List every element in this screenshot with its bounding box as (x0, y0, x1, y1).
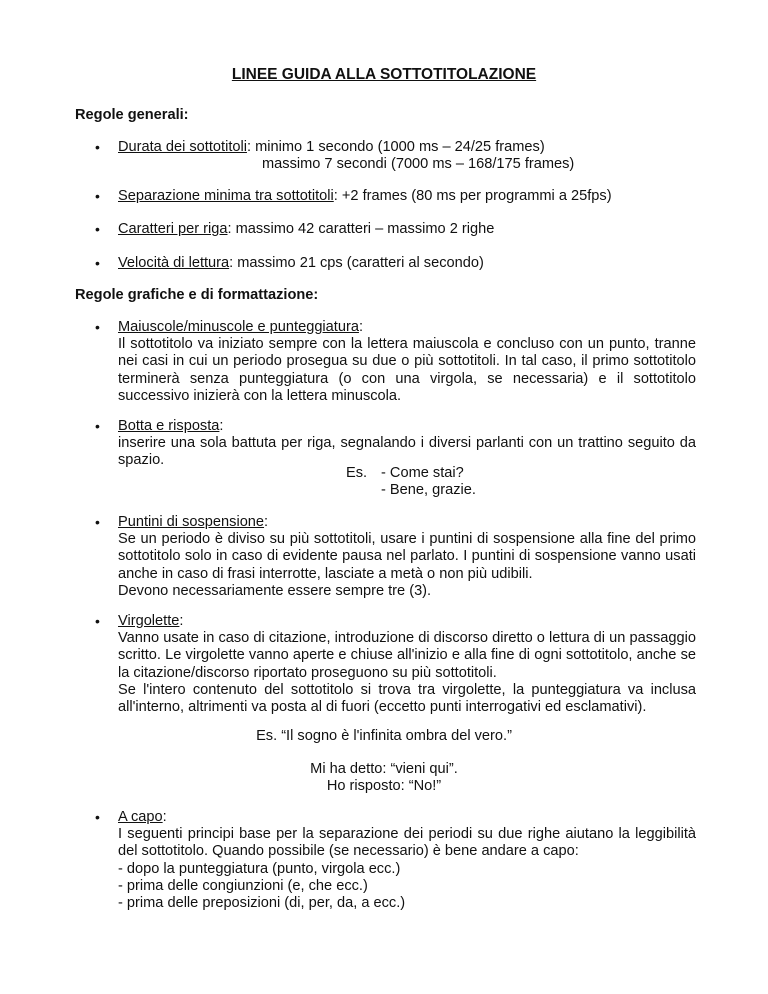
rule-paragraph: Il sottotitolo va iniziato sempre con la lettera maiuscola e concluso con un punto, tranne nei casi in cui un periodo prosegua su due o più sottotitoli. In tal caso, il primo sottotitolo terminerà senza punteggiatura (o con una virgola, se necessaria) e il sottotitolo successivo inizierà con la lettera minuscola. (118, 336, 696, 404)
page-title: LINEE GUIDA ALLA SOTTOTITOLAZIONE (231, 66, 537, 83)
rule-acapo: A capo: I seguenti principi base per la separazione dei periodi su due righe aiutano la leggibilità del sottotitolo. Quando possibile (se necessario) è bene andare a capo: - dopo la punteggiatura (punto, virgola ecc.) - prima delle congiunzioni (e, che ecc.) - prima delle preposizioni (di, per, da, a ecc.) (118, 809, 696, 912)
rule-label: Puntini di sospensione (118, 514, 265, 530)
bullet-icon: • (95, 221, 100, 237)
example-line: Mi ha detto: “vieni qui”. (310, 761, 458, 777)
rule-velocita (118, 255, 696, 272)
bullet-icon: • (95, 809, 100, 825)
bullet-icon: • (95, 418, 100, 434)
example-quote: Es. “Il sogno è l'infinita ombra del vero.” (256, 728, 512, 744)
bullet-icon: • (95, 188, 100, 204)
list-item: - prima delle preposizioni (di, per, da, a ecc.) (118, 895, 406, 912)
rule-label: Velocità di lettura (118, 255, 230, 271)
rule-puntini: Puntini di sospensione: Se un periodo è diviso su più sottotitoli, usare i puntini di sospensione alla fine del primo sottotitolo solo in caso di evidente pausa nel parlato. I puntini di sospensione vanno usati anche in caso di frasi interrotte, lasciate a metà o non più udibili. Devono necessariamente essere sempre tre (3). (118, 514, 696, 599)
rule-paragraph: Devono necessariamente essere sempre tre (3). (118, 582, 432, 599)
example-line: - Bene, grazie. (381, 482, 476, 498)
rule-text: : massimo 42 caratteri – massimo 2 righe (227, 221, 495, 237)
bullet-icon: • (95, 613, 100, 629)
rule-paragraph: Se l'intero contenuto del sottotitolo si trova tra virgolette, la punteggiatura va inclusa all'interno, altrimenti va posta al di fuori (eccetto punti interrogativi ed esclamativi). (118, 681, 696, 716)
bullet-icon: • (95, 139, 100, 155)
rule-virgolette: Virgolette: Vanno usate in caso di citazione, introduzione di discorso diretto o lettura di un passaggio scritto. Le virgolette vanno aperte e chiuse all'inizio e alla fine di ogni sottotitolo, anche se la citazione/discorso riportato proseguono su più sottotitoli. Se l'intero contenuto del sottotitolo si trova tra virgolette, la punteggiatura va inclusa all'interno, altrimenti va posta al di fuori (eccetto punti interrogativi ed esclamativi). (118, 613, 696, 716)
example-line: Ho risposto: “No!” (326, 778, 442, 794)
example-line: - Come stai? (381, 465, 464, 481)
rule-label: Caratteri per riga (118, 221, 228, 237)
list-item: - prima delle congiunzioni (e, che ecc.) (118, 877, 368, 894)
rule-label: Separazione minima tra sottotitoli (118, 188, 334, 204)
rule-maiuscole: Maiuscole/minuscole e punteggiatura: Il sottotitolo va iniziato sempre con la lettera maiuscola e concluso con un punto, tranne nei casi in cui un periodo prosegua su due o più sottotitoli. In tal caso, il primo sottotitolo terminerà senza punteggiatura (o con una virgola, se necessaria) e il sottotitolo successivo inizierà con la lettera minuscola. (118, 319, 696, 404)
rule-botta: Botta e risposta: inserire una sola battuta per riga, segnalando i diversi parlanti con un trattino seguito da spazio. (118, 418, 696, 469)
section-heading-general: Regole generali: (75, 107, 189, 123)
list-item: - dopo la punteggiatura (punto, virgola ecc.) (118, 860, 401, 877)
rule-text-continued: massimo 7 secondi (7000 ms – 168/175 frames) (262, 156, 575, 173)
bullet-icon: • (95, 255, 100, 271)
rule-label: Durata dei sottotitoli (118, 139, 247, 155)
rule-paragraph: inserire una sola battuta per riga, segnalando i diversi parlanti con un trattino seguito da spazio. (118, 435, 696, 469)
rule-paragraph: Se un periodo è diviso su più sottotitoli, usare i puntini di sospensione alla fine del primo sottotitolo solo in caso di evidente pausa nel parlato. I puntini di sospensione vanno usati anche in caso di frasi interrotte, lasciate a metà o non più udibili. (118, 531, 696, 582)
rule-durata (118, 139, 696, 173)
rule-text: : massimo 21 cps (caratteri al secondo) (229, 255, 484, 271)
bullet-icon: • (95, 514, 100, 530)
rule-label: Virgolette (118, 613, 180, 629)
rule-text: : +2 frames (80 ms per programmi a 25fps) (333, 188, 612, 204)
example-label: Es. (346, 465, 368, 481)
section-heading-grafiche: Regole grafiche e di formattazione: (75, 287, 319, 303)
rule-separazione (118, 188, 696, 205)
rule-label: Maiuscole/minuscole e punteggiatura (118, 319, 359, 335)
rule-caratteri (118, 221, 696, 238)
rule-label: A capo (118, 809, 163, 825)
bullet-icon: • (95, 319, 100, 335)
rule-label: Botta e risposta (118, 418, 220, 434)
rule-paragraph: I seguenti principi base per la separazione dei periodi su due righe aiutano la leggibilità del sottotitolo. Quando possibile (se necessario) è bene andare a capo: (118, 826, 696, 860)
rule-paragraph: Vanno usate in caso di citazione, introduzione di discorso diretto o lettura di un passaggio scritto. Le virgolette vanno aperte e chiuse all'inizio e alla fine di ogni sottotitolo, anche se la citazione/discorso riportato proseguono su più sottotitoli. (118, 630, 696, 681)
rule-text: : minimo 1 secondo (1000 ms – 24/25 frames) (246, 139, 545, 155)
